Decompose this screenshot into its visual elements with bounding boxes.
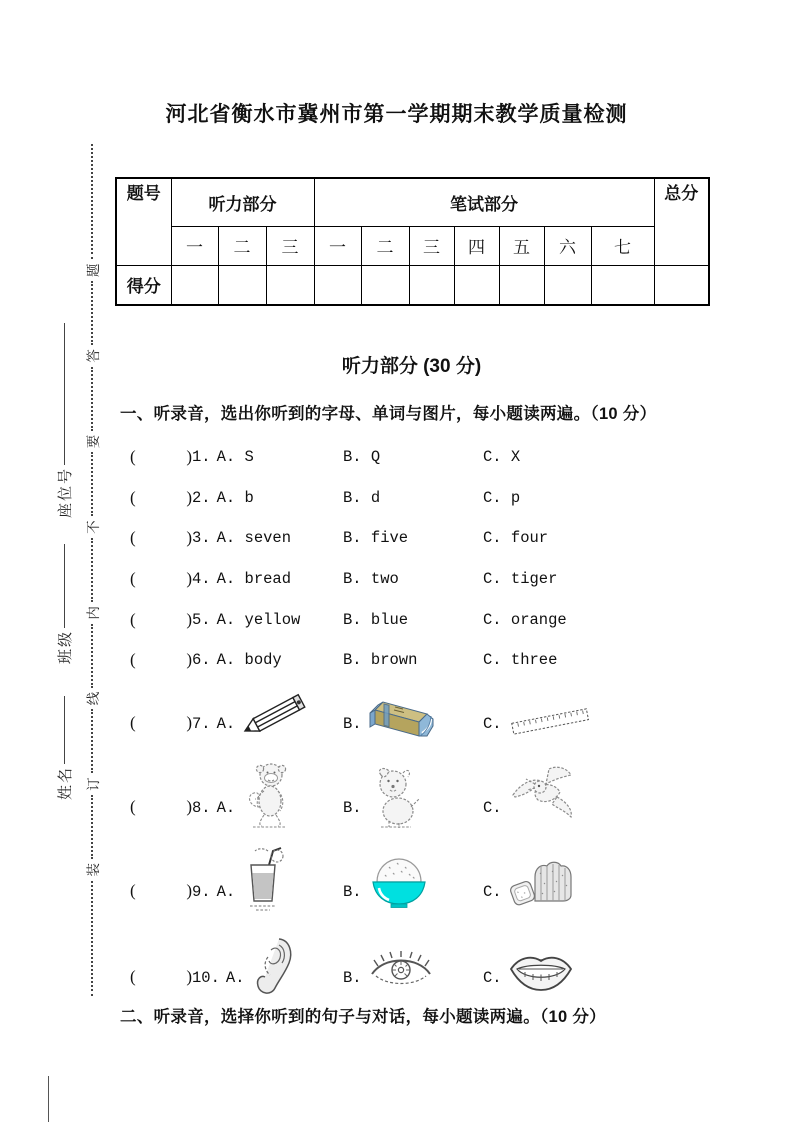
question-row-5: [130, 599, 730, 640]
binding-char: 内: [86, 606, 101, 620]
binding-char: 题: [86, 263, 101, 277]
written-part-header: 笔试部分: [314, 178, 654, 226]
question-number: 1.: [192, 448, 211, 467]
answer-parentheses: ( ): [130, 796, 192, 816]
option-b: B. d: [343, 488, 381, 507]
written-col-4: 四: [454, 226, 499, 265]
question-number: 9.: [192, 882, 211, 901]
class-field-line: [63, 544, 65, 628]
option-c: C. X: [483, 448, 521, 467]
option-c: C.: [483, 853, 730, 915]
pencil-image: [240, 691, 310, 739]
option-a: 4. A. bread: [192, 570, 292, 589]
question-row-2: [130, 478, 730, 519]
question-number: 6.: [192, 651, 211, 670]
option-b: B.: [343, 947, 483, 1001]
question-row-1: [130, 437, 730, 478]
written-col-3: 三: [409, 226, 454, 265]
score-cell: [591, 265, 654, 305]
question-number: 3.: [192, 529, 211, 548]
score-cell: [314, 265, 361, 305]
part2-title: 二、听录音，选择你听到的句子与对话，每小题读两遍。（10 分）: [120, 1008, 606, 1026]
question-row-8: [130, 747, 730, 831]
answer-parentheses: ( ): [130, 712, 192, 732]
binding-dots: [91, 144, 93, 259]
binding-line: [84, 140, 100, 1000]
student-info-fields: [53, 280, 75, 800]
score-cell: [361, 265, 409, 305]
eye-image: [367, 947, 435, 993]
option-b: B. Q: [343, 448, 381, 467]
listening-col-1: 一: [171, 226, 218, 265]
dog-image: [367, 765, 423, 829]
question-number-header: 题号: [116, 178, 171, 265]
option-a: 5. A. yellow: [192, 610, 301, 629]
written-col-1: 一: [314, 226, 361, 265]
option-c: C.: [483, 947, 730, 1001]
question-row-6: [130, 640, 730, 681]
option-c: C. orange: [483, 610, 567, 629]
binding-char: 答: [86, 349, 101, 363]
listening-col-2: 二: [218, 226, 266, 265]
written-col-2: 二: [361, 226, 409, 265]
fold-mark: [48, 1076, 49, 1122]
question-row-9: [130, 831, 730, 915]
bread-image: [507, 853, 577, 909]
question-list: [130, 437, 730, 1001]
answer-parentheses: ( ): [130, 609, 192, 629]
question-row-7: [130, 681, 730, 747]
bird-image: [507, 765, 577, 825]
option-c: C.: [483, 703, 730, 747]
ruler-image: [507, 703, 593, 739]
question-number: 2.: [192, 488, 211, 507]
option-c: C. three: [483, 651, 558, 670]
question-number: 8.: [192, 798, 211, 817]
question-number: 4.: [192, 570, 211, 589]
answer-parentheses: ( ): [130, 447, 192, 467]
listening-col-3: 三: [266, 226, 314, 265]
binding-char: 要: [86, 434, 101, 449]
option-c: C. p: [483, 488, 521, 507]
binding-dots: [91, 881, 93, 996]
option-a: 7. A.: [192, 691, 343, 747]
monkey-image: [240, 759, 298, 829]
answer-parentheses: ( ): [130, 569, 192, 589]
score-cell: [218, 265, 266, 305]
part1-title: 一、听录音，选出你听到的字母、单词与图片，每小题读两遍。（10 分）: [120, 405, 657, 423]
option-b: B.: [343, 765, 483, 831]
seat-number-field-line: [63, 323, 65, 465]
class-field-label: 班级: [56, 629, 74, 664]
question-number: 7.: [192, 714, 211, 733]
written-col-5: 五: [499, 226, 544, 265]
question-row-4: [130, 559, 730, 600]
option-b: B.: [343, 695, 483, 747]
answer-parentheses: ( ): [130, 487, 192, 507]
name-field-label: 姓名: [56, 765, 74, 800]
binding-char: 订: [86, 777, 101, 791]
answer-parentheses: ( ): [130, 966, 192, 986]
option-b: B. brown: [343, 651, 418, 670]
binding-char: 线: [86, 691, 101, 706]
seat-number-field-label: 座位号: [56, 466, 74, 518]
total-score-header: 总分: [654, 178, 709, 265]
option-a: 9. A.: [192, 845, 343, 915]
drink-image: [240, 845, 286, 913]
answer-parentheses: ( ): [130, 650, 192, 670]
score-cell: [499, 265, 544, 305]
listening-section-heading: 听力部分 (30 分): [341, 356, 482, 377]
option-a: 6. A. body: [192, 651, 282, 670]
page-title: 河北省衡水市冀州市第一学期期末教学质量检测: [165, 103, 628, 126]
listening-part-header: 听力部分: [171, 178, 314, 226]
score-cell: [409, 265, 454, 305]
eraser-image: [367, 695, 439, 739]
score-cell: [171, 265, 218, 305]
question-row-3: [130, 518, 730, 559]
option-a: 10. A.: [192, 935, 343, 1001]
option-b: B.: [343, 855, 483, 915]
written-col-7: 七: [591, 226, 654, 265]
option-c: C. four: [483, 529, 549, 548]
score-cell: [266, 265, 314, 305]
score-table: [115, 177, 710, 306]
score-cell: [544, 265, 591, 305]
question-number: 10.: [192, 968, 220, 987]
option-a: 8. A.: [192, 759, 343, 831]
option-c: C.: [483, 765, 730, 831]
option-a: 3. A. seven: [192, 529, 292, 548]
answer-parentheses: ( ): [130, 880, 192, 900]
question-row-10: [130, 915, 730, 1001]
option-b: B. five: [343, 529, 409, 548]
option-c: C. tiger: [483, 570, 558, 589]
mouth-image: [507, 947, 575, 993]
binding-char: 不: [86, 520, 101, 534]
option-b: B. two: [343, 570, 399, 589]
option-a: 1. A. S: [192, 448, 254, 467]
ear-image: [250, 935, 296, 999]
answer-parentheses: ( ): [130, 528, 192, 548]
binding-char: 装: [86, 863, 101, 877]
rice-bowl-image: [367, 855, 431, 909]
question-number: 5.: [192, 610, 211, 629]
option-a: 2. A. b: [192, 488, 254, 507]
score-row-header: 得分: [116, 265, 171, 305]
option-b: B. blue: [343, 610, 409, 629]
written-col-6: 六: [544, 226, 591, 265]
total-score-cell: [654, 265, 709, 305]
name-field-line: [63, 696, 65, 764]
score-cell: [454, 265, 499, 305]
